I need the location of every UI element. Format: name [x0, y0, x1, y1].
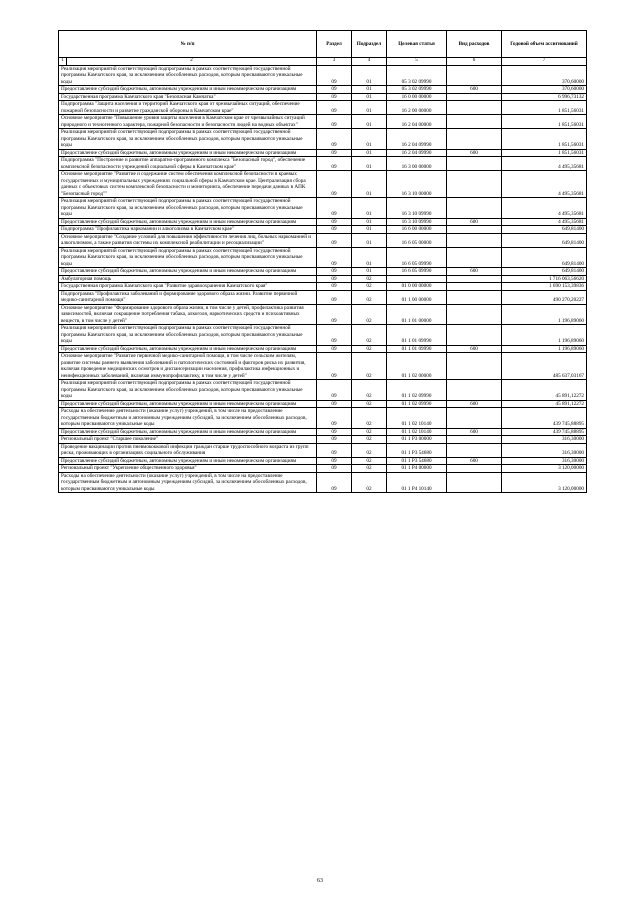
row-podrazdel: 02: [352, 465, 387, 473]
row-amount: 3 120,00000: [502, 472, 587, 493]
row-podrazdel: 01: [352, 86, 387, 94]
table-row: [59, 436, 587, 444]
row-amount: 1 851,56031: [502, 115, 587, 129]
row-name: Государственная программа Камчатского края "Безопасная Камчатка": [59, 93, 317, 101]
row-amount: 649,81400: [502, 268, 587, 276]
row-podrazdel: 01: [352, 233, 387, 247]
row-target-article: 01 1 02 10140: [387, 408, 447, 429]
row-target-article: 16 6 05 09990: [387, 247, 447, 268]
table-row: [59, 218, 587, 226]
row-expense-type: [447, 101, 502, 115]
row-expense-type: [447, 304, 502, 325]
row-amount: 485 637,03167: [502, 353, 587, 380]
row-razdel: 09: [317, 129, 352, 150]
row-podrazdel: 02: [352, 428, 387, 436]
row-amount: 1 690 153,39836: [502, 283, 587, 291]
row-name: Предоставление субсидий бюджетным, автономным учреждениям и иным некоммерческим организациям: [59, 86, 317, 94]
row-expense-type: [447, 93, 502, 101]
row-name: Основное мероприятие "Развитие и содержание систем обеспечения комплексной безопасности в краевых государственных и муниципальных учреждениях социальной сферы в Камчатском крае. Централизация сбора данных с объектовых систем комплексной безопасности и мониторинга, обеспечение передачи данных в АПК "Безопасный город"": [59, 171, 317, 198]
row-razdel: 09: [317, 171, 352, 198]
row-podrazdel: 01: [352, 65, 387, 86]
row-podrazdel: 02: [352, 380, 387, 401]
row-razdel: 09: [317, 247, 352, 268]
row-target-article: 01 1 01 09990: [387, 325, 447, 346]
header-expense-type: Вид расходов: [447, 31, 502, 58]
table-row: [59, 408, 587, 429]
row-target-article: 05 3 02 09990: [387, 65, 447, 86]
row-podrazdel: 01: [352, 218, 387, 226]
row-expense-type: [447, 283, 502, 291]
row-razdel: 09: [317, 353, 352, 380]
row-expense-type: 600: [447, 345, 502, 353]
row-podrazdel: 02: [352, 457, 387, 465]
row-podrazdel: 02: [352, 304, 387, 325]
page-number: 63: [317, 878, 323, 884]
row-expense-type: 600: [447, 149, 502, 157]
row-name: Проведение вакцинации против пневмококковой инфекции граждан старше трудоспособного возраста из групп риска, проживающих в организациях социального обслуживания: [59, 443, 317, 457]
table-row: [59, 149, 587, 157]
row-razdel: 09: [317, 380, 352, 401]
row-podrazdel: 01: [352, 149, 387, 157]
row-amount: 370,60000: [502, 86, 587, 94]
table-row: [59, 457, 587, 465]
row-target-article: 01 1 P4 10140: [387, 472, 447, 493]
row-amount: 1 196,89060: [502, 304, 587, 325]
header-podrazdel: Подраздел: [352, 31, 387, 58]
row-razdel: 09: [317, 275, 352, 283]
header-target-article: Целевая статья: [387, 31, 447, 58]
row-amount: 490 270,20227: [502, 290, 587, 304]
row-target-article: 01 1 02 00000: [387, 353, 447, 380]
row-name: Предоставление субсидий бюджетным, автономным учреждениям и иным некоммерческим организациям: [59, 428, 317, 436]
row-expense-type: [447, 472, 502, 493]
row-razdel: 09: [317, 436, 352, 444]
row-expense-type: [447, 233, 502, 247]
table-row: [59, 345, 587, 353]
row-razdel: 09: [317, 218, 352, 226]
row-target-article: 01 1 P4 00000: [387, 465, 447, 473]
row-razdel: 09: [317, 443, 352, 457]
row-amount: 439 745,88895: [502, 428, 587, 436]
row-amount: 4 495,35681: [502, 198, 587, 219]
table-row: [59, 233, 587, 247]
row-razdel: 09: [317, 465, 352, 473]
row-amount: 1 851,56031: [502, 129, 587, 150]
row-name: Расходы на обеспечение деятельности (оказание услуг) учреждений, в том числе на предоставление государственным бюджетным и автономным учреждениям субсидий, за исключением обособленных расходов, которым присваиваются уникальные коды: [59, 408, 317, 429]
row-name: Предоставление субсидий бюджетным, автономным учреждениям и иным некоммерческим организациям: [59, 268, 317, 276]
row-amount: 4 495,35681: [502, 171, 587, 198]
row-amount: 3 120,00000: [502, 465, 587, 473]
row-name: Реализация мероприятий соответствующей подпрограммы в рамках соответствующей государственной программы Камчатского края, за исключением обособленных расходов, которым присваиваются уникальные коды: [59, 325, 317, 346]
row-podrazdel: 01: [352, 171, 387, 198]
row-expense-type: [447, 325, 502, 346]
table-row: [59, 304, 587, 325]
header-annual-amount: Годовой объем ассигнований: [502, 31, 587, 58]
row-razdel: 09: [317, 325, 352, 346]
row-target-article: 01 1 01 00000: [387, 304, 447, 325]
row-target-article: 05 3 02 09990: [387, 86, 447, 94]
table-row: [59, 472, 587, 493]
row-podrazdel: 02: [352, 472, 387, 493]
row-razdel: 09: [317, 233, 352, 247]
row-podrazdel: 02: [352, 408, 387, 429]
row-name: Подпрограмма "Профилактика наркомании и алкоголизма в Камчатском крае": [59, 226, 317, 234]
row-razdel: 09: [317, 304, 352, 325]
row-amount: 649,81400: [502, 247, 587, 268]
row-name: Расходы на обеспечение деятельности (оказание услуг) учреждений, в том числе на предоставление государственным бюджетным и автономным учреждениям субсидий, за исключением обособленных расходов, которым присваиваются уникальные коды: [59, 472, 317, 493]
row-podrazdel: 02: [352, 400, 387, 408]
table-row: [59, 226, 587, 234]
row-amount: 649,81400: [502, 233, 587, 247]
row-amount: 439 745,88895: [502, 408, 587, 429]
row-razdel: 09: [317, 149, 352, 157]
row-amount: 1 851,56031: [502, 101, 587, 115]
row-name: Региональный проект "Укрепление общественного здоровья": [59, 465, 317, 473]
row-target-article: 01 1 01 09990: [387, 345, 447, 353]
row-podrazdel: 02: [352, 345, 387, 353]
row-amount: 649,81400: [502, 226, 587, 234]
row-target-article: 01 1 02 09990: [387, 400, 447, 408]
row-podrazdel: 01: [352, 115, 387, 129]
row-name: Основное мероприятие "Повышение уровня защиты населения в Камчатском крае от чрезвычайных ситуаций природного и техногенного характера, пожарной безопасности и безопасности людей на водных объектах": [59, 115, 317, 129]
row-podrazdel: 01: [352, 247, 387, 268]
row-name: Предоставление субсидий бюджетным, автономным учреждениям и иным некоммерческим организациям: [59, 400, 317, 408]
row-podrazdel: 01: [352, 226, 387, 234]
row-expense-type: [447, 129, 502, 150]
row-razdel: 09: [317, 115, 352, 129]
col-number: 4: [352, 58, 387, 66]
row-podrazdel: 02: [352, 275, 387, 283]
col-number: 6: [447, 58, 502, 66]
row-expense-type: 600: [447, 218, 502, 226]
row-amount: 6 996,73132: [502, 93, 587, 101]
row-target-article: 01 1 02 09990: [387, 380, 447, 401]
row-amount: 1 716 063,56620: [502, 275, 587, 283]
row-expense-type: [447, 275, 502, 283]
row-razdel: 09: [317, 290, 352, 304]
row-podrazdel: 01: [352, 268, 387, 276]
row-expense-type: 600: [447, 457, 502, 465]
row-razdel: 09: [317, 400, 352, 408]
table-row: [59, 380, 587, 401]
row-razdel: 09: [317, 93, 352, 101]
row-target-article: 16 6 05 09990: [387, 268, 447, 276]
row-target-article: 16 6 00 00000: [387, 226, 447, 234]
row-podrazdel: 01: [352, 157, 387, 171]
row-name: Предоставление субсидий бюджетным, автономным учреждениям и иным некоммерческим организациям: [59, 218, 317, 226]
table-row: [59, 157, 587, 171]
table-row: [59, 65, 587, 86]
row-target-article: 01 1 P3 54680: [387, 457, 447, 465]
row-expense-type: 600: [447, 428, 502, 436]
row-name: Основное мероприятие "Создание условий для повышения эффективности лечения лиц, больных наркоманией и алкоголизмом, а также развития системы их комплексной реабилитации и ресоциализации": [59, 233, 317, 247]
row-name: Подпрограмма "Защита населения и территорий Камчатского края от чрезвычайных ситуаций, обеспечение пожарной безопасности и развитие гражданской обороны в Камчатском крае": [59, 101, 317, 115]
row-target-article: [387, 275, 447, 283]
column-number-row: [59, 58, 587, 66]
row-razdel: 09: [317, 157, 352, 171]
row-name: Реализация мероприятий соответствующей подпрограммы в рамках соответствующей государственной программы Камчатского края, за исключением обособленных расходов, которым присваиваются уникальные коды: [59, 380, 317, 401]
row-razdel: 09: [317, 268, 352, 276]
row-amount: 45 891,12272: [502, 400, 587, 408]
row-expense-type: 600: [447, 268, 502, 276]
row-expense-type: [447, 436, 502, 444]
row-name: Предоставление субсидий бюджетным, автономным учреждениям и иным некоммерческим организациям: [59, 345, 317, 353]
table-row: [59, 465, 587, 473]
row-target-article: 16 2 04 00000: [387, 115, 447, 129]
row-name: Подпрограмма "Построение и развитие аппаратно-программного комплекса "Безопасный город", обеспечение комплексной безопасности учреждений социальной сферы в Камчатском крае": [59, 157, 317, 171]
table-row: [59, 428, 587, 436]
row-target-article: 16 6 05 00000: [387, 233, 447, 247]
row-amount: 45 891,12272: [502, 380, 587, 401]
table-row: [59, 129, 587, 150]
row-target-article: 16 3 00 00000: [387, 157, 447, 171]
row-podrazdel: 02: [352, 436, 387, 444]
row-expense-type: [447, 226, 502, 234]
row-amount: 316,30000: [502, 436, 587, 444]
row-expense-type: 600: [447, 86, 502, 94]
header-name: № п/п: [59, 31, 317, 58]
row-name: Основное мероприятие "Формирование здорового образа жизни, в том числе у детей, профилактика развития зависимостей, включая сокращение потребления табака, алкоголя, наркотических средств и психоактивных веществ, в том числе у детей": [59, 304, 317, 325]
row-expense-type: [447, 353, 502, 380]
row-amount: 1 196,89060: [502, 325, 587, 346]
row-target-article: 01 1 02 10140: [387, 428, 447, 436]
row-expense-type: [447, 171, 502, 198]
row-podrazdel: 02: [352, 443, 387, 457]
row-name: Реализация мероприятий соответствующей подпрограммы в рамках соответствующей государственной программы Камчатского края, за исключением обособленных расходов, которым присваиваются уникальные коды: [59, 247, 317, 268]
table-body: [59, 65, 587, 493]
row-target-article: 16 2 04 09990: [387, 129, 447, 150]
row-expense-type: [447, 65, 502, 86]
row-expense-type: [447, 380, 502, 401]
row-name: Предоставление субсидий бюджетным, автономным учреждениям и иным некоммерческим организациям: [59, 149, 317, 157]
row-name: Реализация мероприятий соответствующей подпрограммы в рамках соответствующей государственной программы Камчатского края, за исключением обособленных расходов, которым присваиваются уникальные коды: [59, 198, 317, 219]
table-row: [59, 115, 587, 129]
table-row: [59, 400, 587, 408]
row-name: Предоставление субсидий бюджетным, автономным учреждениям и иным некоммерческим организациям: [59, 457, 317, 465]
row-expense-type: [447, 408, 502, 429]
row-razdel: 09: [317, 86, 352, 94]
row-amount: 4 495,35681: [502, 218, 587, 226]
col-number: 1: [59, 58, 67, 66]
col-number: 7: [502, 58, 587, 66]
table-row: [59, 268, 587, 276]
row-expense-type: [447, 247, 502, 268]
row-target-article: 16 0 00 00000: [387, 93, 447, 101]
table-row: [59, 443, 587, 457]
row-amount: 4 495,35681: [502, 157, 587, 171]
row-razdel: 09: [317, 101, 352, 115]
row-expense-type: 600: [447, 400, 502, 408]
row-expense-type: [447, 198, 502, 219]
row-expense-type: [447, 115, 502, 129]
header-row: [59, 31, 587, 58]
table-row: [59, 198, 587, 219]
row-amount: 370,60000: [502, 65, 587, 86]
table-row: [59, 290, 587, 304]
table-row: [59, 93, 587, 101]
row-podrazdel: 02: [352, 283, 387, 291]
row-razdel: 09: [317, 198, 352, 219]
table-row: [59, 275, 587, 283]
row-razdel: 09: [317, 408, 352, 429]
row-name: Амбулаторная помощь: [59, 275, 317, 283]
row-razdel: 09: [317, 226, 352, 234]
row-target-article: 16 3 10 09990: [387, 218, 447, 226]
row-target-article: 16 2 00 00000: [387, 101, 447, 115]
table-row: [59, 101, 587, 115]
row-target-article: 01 1 P3 54680: [387, 443, 447, 457]
row-target-article: 16 3 10 09990: [387, 198, 447, 219]
row-target-article: 01 1 P3 00000: [387, 436, 447, 444]
col-number: 5: [387, 58, 447, 66]
row-razdel: 09: [317, 65, 352, 86]
row-name: Основное мероприятие "Развитие первичной медико-санитарной помощи, в том числе сельским жителям, развитие системы раннего выявления заболеваний и патологических состояний и факторов риска их развития, включая проведение медицинских осмотров и диспансеризации населения, профилактика инфекционных и неинфекционных заболеваний, включая иммунопрофилактику, в том числе у детей": [59, 353, 317, 380]
row-name: Реализация мероприятий соответствующей подпрограммы в рамках соответствующей государственной программы Камчатского края, за исключением обособленных расходов, которым присваиваются уникальные коды: [59, 65, 317, 86]
budget-table: [58, 30, 587, 493]
row-razdel: 09: [317, 428, 352, 436]
header-razdel: Раздел: [317, 31, 352, 58]
row-podrazdel: 02: [352, 353, 387, 380]
row-podrazdel: 01: [352, 129, 387, 150]
row-amount: 1 851,56031: [502, 149, 587, 157]
row-podrazdel: 01: [352, 101, 387, 115]
row-name: Государственная программа Камчатского края "Развитие здравоохранения Камчатского края": [59, 283, 317, 291]
row-razdel: 09: [317, 283, 352, 291]
row-podrazdel: 01: [352, 198, 387, 219]
row-target-article: 16 2 04 09990: [387, 149, 447, 157]
row-expense-type: [447, 465, 502, 473]
row-name: Реализация мероприятий соответствующей подпрограммы в рамках соответствующей государственной программы Камчатского края, за исключением обособленных расходов, которым присваиваются уникальные коды: [59, 129, 317, 150]
row-target-article: 01 1 00 00000: [387, 290, 447, 304]
row-target-article: 01 0 00 00000: [387, 283, 447, 291]
row-expense-type: [447, 290, 502, 304]
col-number: 2: [67, 58, 317, 66]
row-razdel: 09: [317, 457, 352, 465]
row-razdel: 09: [317, 345, 352, 353]
row-podrazdel: 02: [352, 325, 387, 346]
row-amount: 316,30000: [502, 457, 587, 465]
row-amount: 1 196,89060: [502, 345, 587, 353]
table-row: [59, 325, 587, 346]
table-row: [59, 171, 587, 198]
row-name: Подпрограмма "Профилактика заболеваний и формирование здорового образа жизни. Развитие первичной медико-санитарной помощи": [59, 290, 317, 304]
col-number: 3: [317, 58, 352, 66]
row-expense-type: [447, 443, 502, 457]
row-amount: 316,30000: [502, 443, 587, 457]
row-expense-type: [447, 157, 502, 171]
row-podrazdel: 01: [352, 93, 387, 101]
row-podrazdel: 02: [352, 290, 387, 304]
table-row: [59, 247, 587, 268]
table-row: [59, 86, 587, 94]
row-name: Региональный проект "Старшее поколение": [59, 436, 317, 444]
row-target-article: 16 3 10 00000: [387, 171, 447, 198]
table-row: [59, 353, 587, 380]
row-razdel: 09: [317, 472, 352, 493]
table-row: [59, 283, 587, 291]
